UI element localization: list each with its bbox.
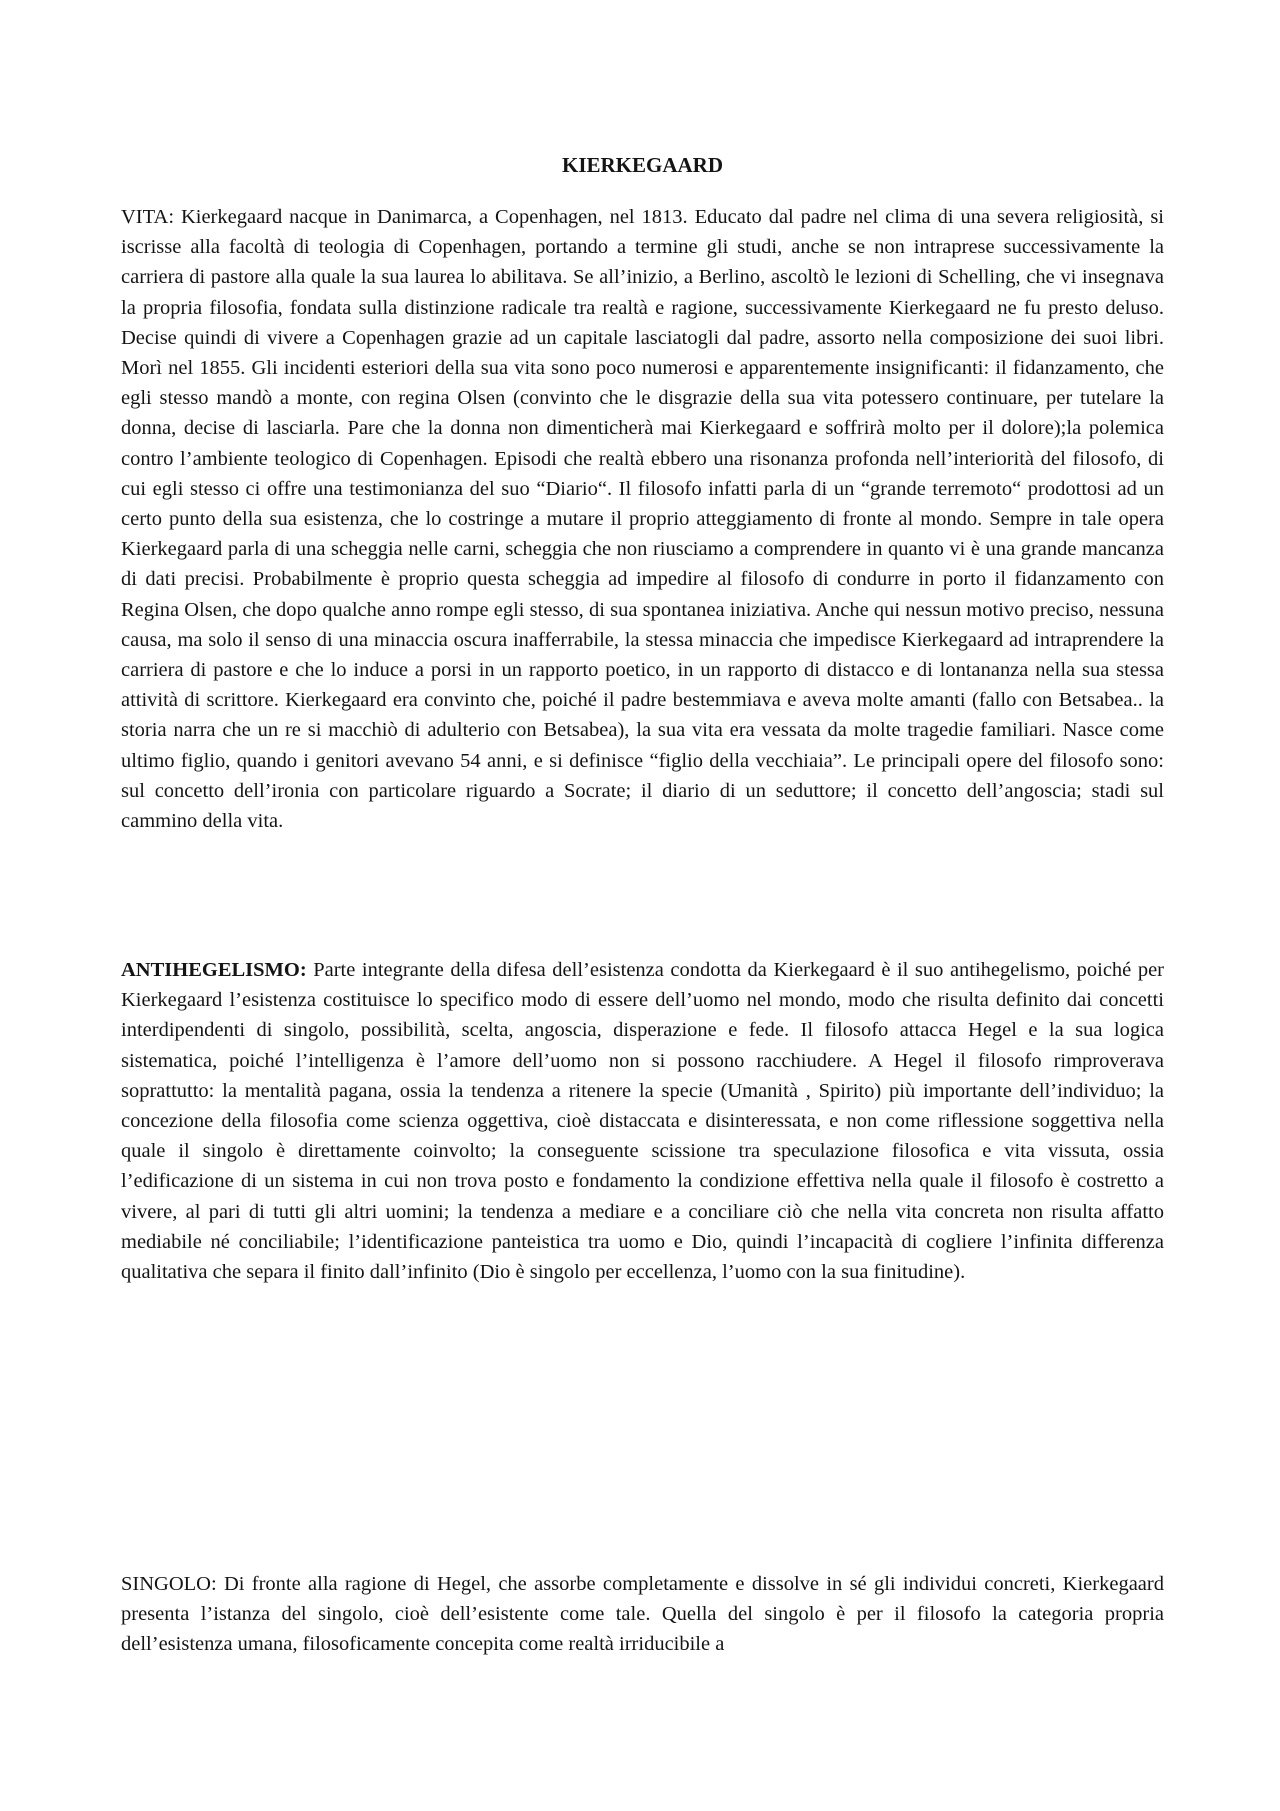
antihegelismo-label: ANTIHEGELISMO:	[121, 959, 307, 981]
page-title: KIERKEGAARD	[561, 153, 724, 177]
document-page	[121, 0, 1164, 1811]
vita-paragraph: VITA: Kierkegaard nacque in Danimarca, a Copenhagen, nel 1813. Educato dal padre nel clima di una severa religiosità, si iscrisse alla facoltà di teologia di Copenhagen, portando a termine gli studi, anche se non intraprese successivamente la carriera di pastore alla quale la sua laurea lo abilitava. Se all’inizio, a Berlino, ascoltò le lezioni di Schelling, che vi insegnava la propria filosofia, fondata sulla distinzione radicale tra realtà e ragione, successivamente Kierkegaard ne fu presto deluso. Decise quindi di vivere a Copenhagen grazie ad un capitale lasciatogli dal padre, assorto nella composizione dei suoi libri. Morì nel 1855. Gli incidenti esteriori della sua vita sono poco numerosi e apparentemente insignificanti: il fidanzamento, che egli stesso mandò a monte, con regina Olsen (convinto che le disgrazie della sua vita potessero continuare, per tutelare la donna, decise di lasciarla. Pare che la donna non dimenticherà mai Kierkegaard e soffrirà molto per il dolore);la polemica contro l’ambiente teologico di Copenhagen. Episodi che realtà ebbero una risonanza profonda nell’interiorità del filosofo, di cui egli stesso ci offre una testimonianza del suo “Diario“. Il filosofo infatti parla di un “grande terremoto“ prodottosi ad un certo punto della sua esistenza, che lo costringe a mutare il proprio atteggiamento di fronte al mondo. Sempre in tale opera Kierkegaard parla di una scheggia nelle carni, scheggia che non riusciamo a comprendere in quanto vi è una grande mancanza di dati precisi. Probabilmente è proprio questa scheggia ad impedire al filosofo di condurre in porto il fidanzamento con Regina Olsen, che dopo qualche anno rompe egli stesso, di sua spontanea iniziativa. Anche qui nessun motivo preciso, nessuna causa, ma solo il senso di una minaccia oscura inafferrabile, la stessa minaccia che impedisce Kierkegaard ad intraprendere la carriera di pastore e che lo induce a porsi in un rapporto poetico, in un rapporto di distacco e di lontananza nella sua stessa attività di scrittore. Kierkegaard era convinto che, poiché il padre bestemmiava e aveva molte amanti (fallo con Betsabea.. la storia narra che un re si macchiò di adulterio con Betsabea), la sua vita era vessata da molte tragedie familiari. Nasce come ultimo figlio, quando i genitori avevano 54 anni, e si definisce “figlio della vecchiaia”. Le principali opere del filosofo sono: sul concetto dell’ironia con particolare riguardo a Socrate; il diario di un seduttore; il concetto dell’angoscia; stadi sul cammino della vita.	[121, 206, 1164, 833]
singolo-paragraph: SINGOLO: Di fronte alla ragione di Hegel, che assorbe completamente e dissolve in sé gli individui concreti, Kierkegaard presenta l’istanza del singolo, cioè dell’esistente come tale. Quella del singolo è per il filosofo la categoria propria dell’esistenza umana, filosoficamente concepita come realtà irriducibile a	[121, 1573, 1164, 1656]
antihegelismo-paragraph	[121, 955, 1164, 1287]
antihegelismo-text: Parte integrante della difesa dell’esistenza condotta da Kierkegaard è il suo antihegelismo, poiché per Kierkegaard l’esistenza costituisce lo specifico modo di essere dell’uomo nel mondo, modo che risulta definito dai concetti interdipendenti di singolo, possibilità, scelta, angoscia, disperazione e fede. Il filosofo attacca Hegel e la sua logica sistematica, poiché l’intelligenza è l’amore dell’uomo non si possono racchiudere. A Hegel il filosofo rimproverava soprattutto: la mentalità pagana, ossia la tendenza a ritenere la specie (Umanità , Spirito) più importante dell’individuo; la concezione della filosofia come scienza oggettiva, cioè distaccata e disinteressata, e non come riflessione soggettiva nella quale il singolo è direttamente coinvolto; la conseguente scissione tra speculazione filosofica e vita vissuta, ossia l’edificazione di un sistema in cui non trova posto e fondamento la condizione effettiva nella quale il filosofo è costretto a vivere, al pari di tutti gli altri uomini; la tendenza a mediare e a conciliare ciò che nella vita concreta non risulta affatto mediabile né conciliabile; l’identificazione panteistica tra uomo e Dio, quindi l’incapacità di cogliere l’infinita differenza qualitativa che separa il finito dall’infinito (Dio è singolo per eccellenza, l’uomo con la sua finitudine).	[121, 959, 1164, 1284]
